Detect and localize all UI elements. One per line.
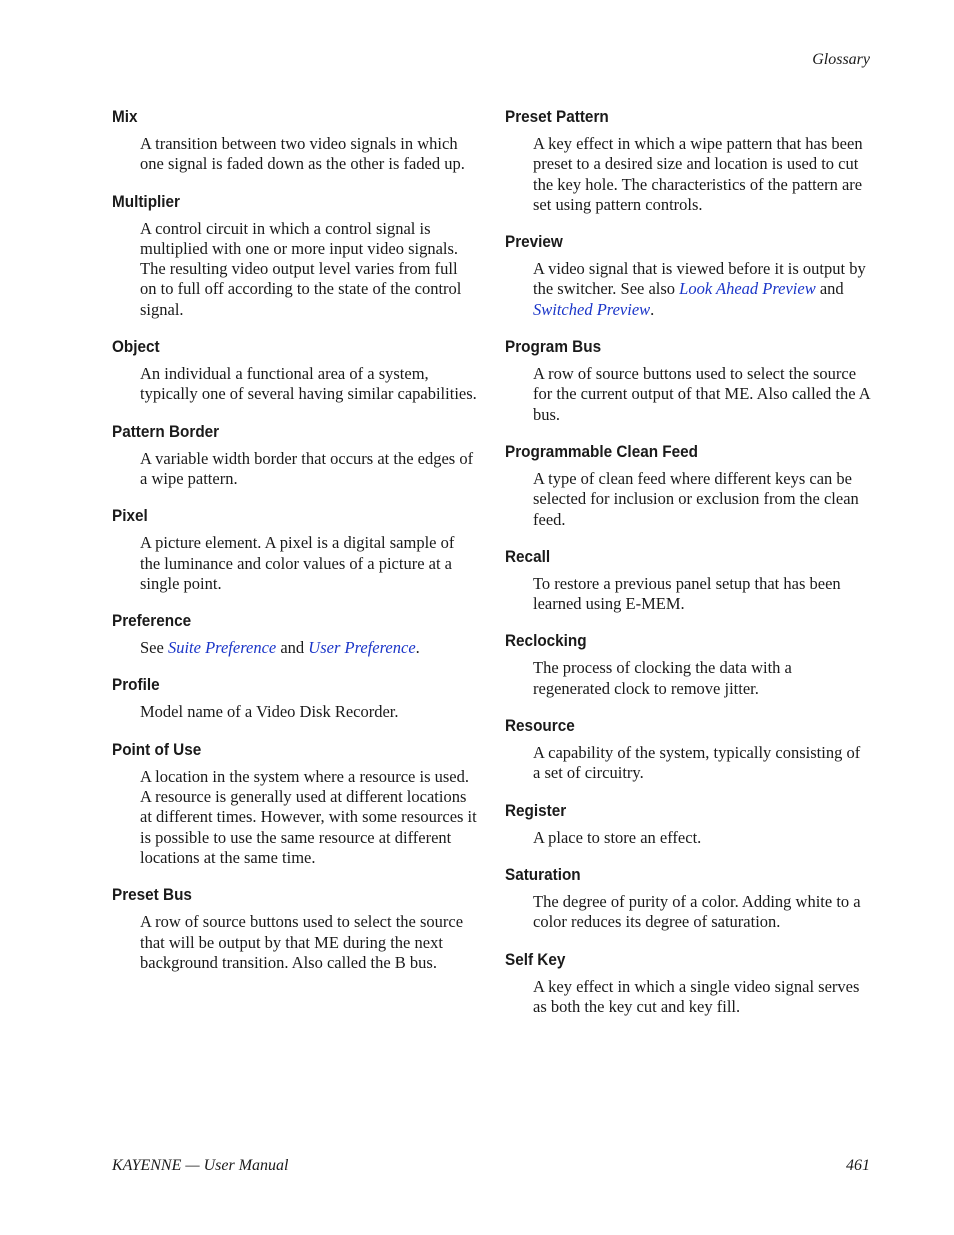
glossary-left-column bbox=[112, 106, 478, 989]
glossary-entry bbox=[112, 674, 478, 722]
definition-text: and bbox=[276, 638, 309, 658]
glossary-entry bbox=[505, 231, 871, 320]
definition-text: A video signal that is viewed before it is output by the switcher. See also bbox=[533, 259, 866, 299]
glossary-entry bbox=[505, 949, 871, 1018]
term-heading: Multiplier bbox=[112, 191, 181, 211]
glossary-entry bbox=[505, 336, 871, 425]
term-definition: A transition between two video signals in which one signal is faded down as the other is faded up. bbox=[140, 134, 465, 174]
term-definition: A type of clean feed where different keys can be selected for inclusion or exclusion from the clean feed. bbox=[533, 468, 859, 529]
switched-preview-link[interactable]: Switched Preview bbox=[533, 299, 651, 319]
glossary-entry bbox=[112, 191, 478, 320]
term-definition: A location in the system where a resource is used. A resource is generally used at different locations at different times. However, with some resources it is possible to use the same resource at different locations at the same time. bbox=[140, 766, 477, 867]
suite-preference-link[interactable]: Suite Preference bbox=[167, 638, 277, 658]
glossary-entry bbox=[505, 800, 871, 848]
term-definition bbox=[140, 638, 478, 658]
term-heading: Object bbox=[112, 337, 160, 357]
term-definition: A row of source buttons used to select the source for the current output of that ME. Also called the A bus. bbox=[533, 364, 870, 424]
term-heading: Self Key bbox=[505, 949, 566, 969]
term-heading: Recall bbox=[505, 546, 551, 566]
term-heading: Pixel bbox=[112, 506, 148, 526]
definition-text: . bbox=[650, 299, 655, 319]
term-heading: Mix bbox=[112, 107, 138, 126]
term-heading: Saturation bbox=[505, 864, 581, 884]
term-definition: A place to store an effect. bbox=[533, 827, 702, 847]
term-heading: Pattern Border bbox=[112, 421, 220, 441]
glossary-entry bbox=[505, 715, 871, 784]
term-heading: Preset Bus bbox=[112, 885, 192, 905]
term-definition: The process of clocking the data with a regenerated clock to remove jitter. bbox=[533, 658, 792, 698]
glossary-entry bbox=[112, 106, 478, 175]
definition-text: . bbox=[415, 638, 420, 658]
term-heading: Programmable Clean Feed bbox=[505, 441, 699, 461]
glossary-entry bbox=[112, 884, 478, 973]
term-definition: An individual a functional area of a system, typically one of several having similar capabilities. bbox=[140, 364, 477, 404]
term-definition: A key effect in which a single video signal serves as both the key cut and key fill. bbox=[533, 976, 860, 1016]
term-heading: Resource bbox=[505, 716, 575, 736]
term-heading: Profile bbox=[112, 675, 160, 695]
term-heading: Preset Pattern bbox=[505, 107, 609, 126]
glossary-entry bbox=[112, 421, 478, 490]
footer-manual-title: KAYENNE — User Manual bbox=[112, 1157, 289, 1174]
glossary-right-column bbox=[505, 106, 871, 1033]
look-ahead-preview-link[interactable]: Look Ahead Preview bbox=[679, 279, 816, 299]
term-heading: Preference bbox=[112, 611, 192, 631]
definition-text: and bbox=[815, 279, 844, 299]
term-definition: To restore a previous panel setup that has been learned using E-MEM. bbox=[533, 573, 841, 614]
footer-page-number: 461 bbox=[846, 1157, 870, 1174]
term-heading: Program Bus bbox=[505, 337, 602, 357]
glossary-entry bbox=[505, 630, 871, 699]
term-heading: Register bbox=[505, 800, 567, 820]
glossary-entry bbox=[505, 441, 871, 530]
glossary-entry bbox=[505, 106, 871, 215]
term-definition: A variable width border that occurs at the edges of a wipe pattern. bbox=[140, 448, 474, 488]
term-heading: Preview bbox=[505, 232, 563, 252]
term-definition: A key effect in which a wipe pattern that has been preset to a desired size and location is used to cut the key hole. The characteristics of the pattern are set using pattern controls. bbox=[533, 134, 863, 214]
glossary-entry bbox=[505, 546, 871, 615]
glossary-entry bbox=[112, 739, 478, 868]
term-definition: Model name of a Video Disk Recorder. bbox=[140, 702, 399, 722]
glossary-entry bbox=[112, 610, 478, 658]
definition-text: See bbox=[140, 638, 168, 658]
term-heading: Reclocking bbox=[505, 631, 587, 651]
term-definition bbox=[533, 259, 871, 320]
term-definition: The degree of purity of a color. Adding white to a color reduces its degree of saturation. bbox=[533, 891, 861, 932]
term-definition: A picture element. A pixel is a digital sample of the luminance and color values of a picture at a single point. bbox=[140, 533, 455, 593]
user-preference-link[interactable]: User Preference bbox=[308, 638, 416, 658]
glossary-entry bbox=[112, 336, 478, 405]
running-head: Glossary bbox=[812, 51, 870, 68]
term-definition: A capability of the system, typically consisting of a set of circuitry. bbox=[533, 743, 861, 783]
glossary-entry bbox=[505, 864, 871, 933]
term-definition: A control circuit in which a control signal is multiplied with one or more input video signals. The resulting video output level varies from full on to full off according to the state of the control signal. bbox=[140, 218, 462, 319]
term-definition: A row of source buttons used to select the source that will be output by that ME during the next background transition. Also called the B bus. bbox=[140, 912, 464, 972]
term-heading: Point of Use bbox=[112, 739, 202, 759]
glossary-entry bbox=[112, 505, 478, 594]
